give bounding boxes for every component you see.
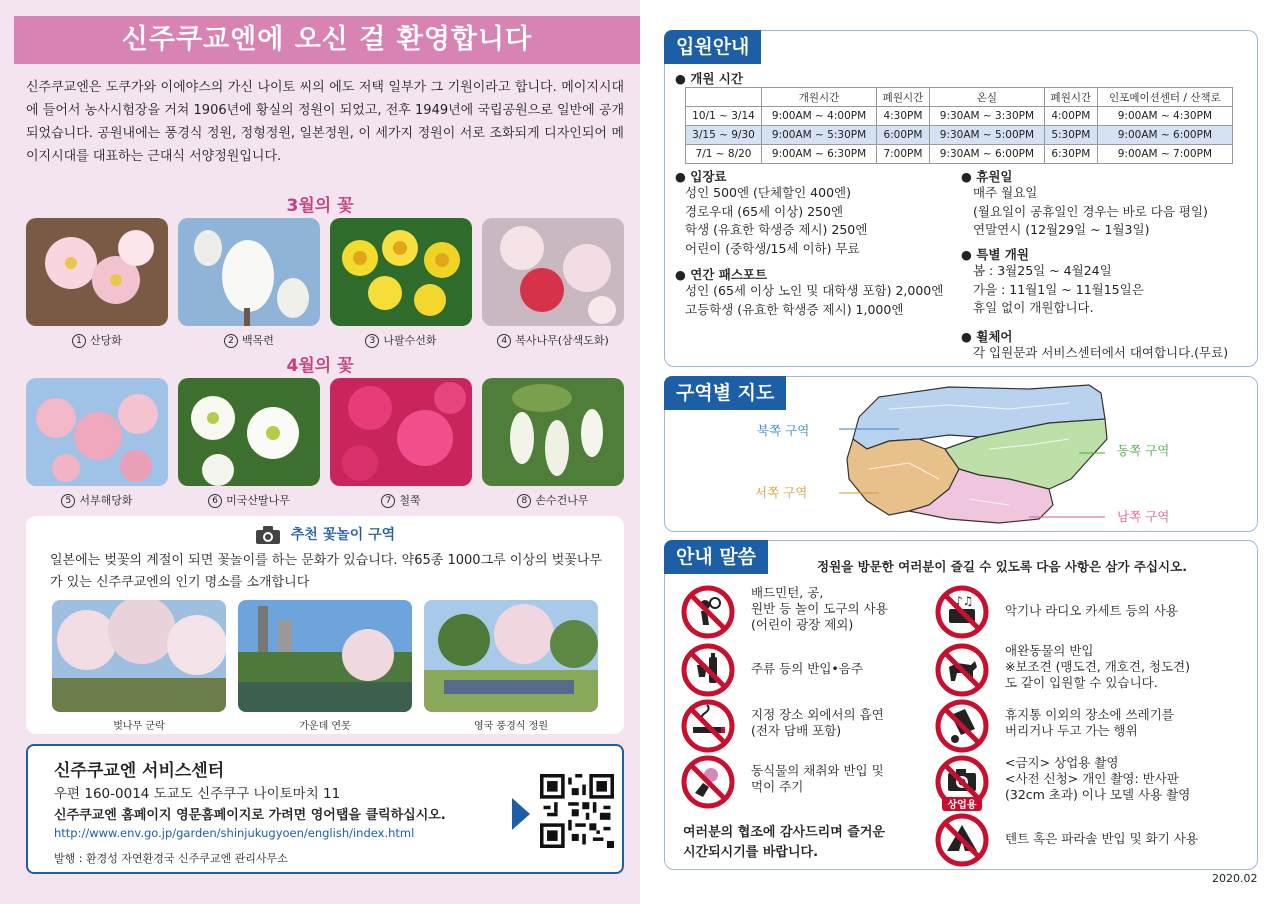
commercial-badge: 상업용 xyxy=(947,800,977,811)
flower-photo-azalea xyxy=(330,378,472,486)
rule-text: 동식물의 채취와 반입 및 xyxy=(751,763,884,778)
rule-text: 텐트 혹은 파라솔 반입 및 화기 사용 xyxy=(1005,831,1198,846)
no-smoking-icon xyxy=(681,699,735,753)
thanks-message xyxy=(683,823,885,863)
flower-label: 백목련 xyxy=(242,334,274,347)
rule-text: <금지> 상업용 촬영 xyxy=(1005,755,1119,770)
rule-text: 먹이 주기 xyxy=(751,779,804,794)
admission-tab: 입원안내 xyxy=(664,30,761,64)
hanami-title: 추천 꽃놀이 구역 xyxy=(290,527,396,543)
rule-text: 도 같이 입원할 수 있습니다. xyxy=(1005,675,1158,690)
rule-text: <사전 신청> 개인 촬영: 반사판 xyxy=(1005,771,1179,786)
admission-fee-list xyxy=(685,184,867,258)
hanami-spot xyxy=(52,600,226,732)
rule-item xyxy=(681,585,941,641)
rule-text: (어린이 광장 제외) xyxy=(751,617,854,632)
table-header: 인포메이션센터 / 산책로 xyxy=(1097,88,1232,107)
table-header: 개원시간 xyxy=(762,88,877,107)
spot-photo-cherry-grove xyxy=(52,600,226,712)
table-cell: 9:30AM ~ 6:00PM xyxy=(929,145,1044,164)
intro-text: 신주쿠교엔은 도쿠가와 이에야스의 가신 나이토 씨의 에도 저택 일부가 그 기원이라고 합니다. 메이지시대에 들어서 농사시험장을 거쳐 1906년에 황실의 정원이 되었고, 전후 1949년에 국립공원으로 일반에 공개되었습니다. 공원내에는 풍경식 정원, 정형정원, 일본정원, 이 세가지 정원이 서로 조화되게 디자인되어 메이지시대를 대표하는 근대식 서양정원입니다. xyxy=(26,80,624,164)
special-opening-heading: ● 특별 개원 xyxy=(961,247,1029,262)
fee-line: 학생 (유효한 학생증 제시) 250엔 xyxy=(685,222,868,237)
rule-text: 휴지통 이외의 장소에 쓰레기를 xyxy=(1005,707,1174,722)
thanks-line: 시간되시기를 바랍니다. xyxy=(683,845,819,860)
table-cell: 9:00AM ~ 4:30PM xyxy=(1097,107,1232,126)
flower-number: 6 xyxy=(208,494,222,508)
flower-photo-daffodil xyxy=(330,218,472,326)
flower-card xyxy=(178,378,320,508)
north-zone-label: 북쪽 구역 xyxy=(757,423,810,438)
hanami-box xyxy=(26,516,624,734)
no-commercial-photo-icon xyxy=(935,755,989,813)
table-cell: 7/1 ~ 8/20 xyxy=(686,145,762,164)
no-music-icon xyxy=(935,585,989,639)
west-zone-label: 서쪽 구역 xyxy=(755,485,808,500)
service-center-box xyxy=(26,744,624,874)
flower-card xyxy=(330,218,472,348)
flower-photo-crabapple xyxy=(26,378,168,486)
flower-photo-quince xyxy=(26,218,168,326)
spot-photo-english-garden xyxy=(424,600,598,712)
rule-item xyxy=(681,755,941,811)
rule-text: 원반 등 놀이 도구의 사용 xyxy=(751,601,888,616)
garden-map xyxy=(749,379,1169,529)
rule-item xyxy=(935,699,1235,755)
fee-line: 어린이 (중학생/15세 이하) 무료 xyxy=(685,240,860,256)
table-cell: 9:30AM ~ 3:30PM xyxy=(929,107,1044,126)
special-line: 휴일 없이 개원합니다. xyxy=(973,300,1094,315)
notice-subtitle: 정원을 방문한 여러분이 즐길 수 있도록 다음 사항은 삼가 주십시오. xyxy=(817,559,1187,574)
opening-hours-table xyxy=(685,87,1233,164)
table-cell: 9:00AM ~ 6:00PM xyxy=(1097,126,1232,145)
flower-label: 나팔수선화 xyxy=(383,334,437,347)
rule-item xyxy=(935,813,1235,869)
arrow-right-icon xyxy=(512,798,530,830)
flower-card xyxy=(26,218,168,348)
opening-hours-heading: ● 개원 시간 xyxy=(675,71,743,86)
special-line: 가을 : 11월1일 ~ 11월15일은 xyxy=(973,281,1144,297)
rule-item xyxy=(681,643,941,699)
rule-text: 지정 장소 외에서의 흡연 xyxy=(751,707,884,722)
table-row xyxy=(686,145,1233,164)
no-pets-icon xyxy=(935,643,989,697)
zone-map-panel xyxy=(664,376,1258,532)
notice-panel xyxy=(664,540,1258,870)
svg-text:♪♫: ♪♫ xyxy=(955,594,974,608)
flower-number: 5 xyxy=(61,494,75,508)
no-alcohol-icon xyxy=(681,643,735,697)
flower-card xyxy=(178,218,320,348)
rule-text: ※보조견 (맹도견, 개호견, 청도견) xyxy=(1005,659,1190,674)
rule-text: 악기나 라디오 카세트 등의 사용 xyxy=(1005,603,1178,618)
table-row xyxy=(686,126,1233,145)
flower-photo-dogwood xyxy=(178,378,320,486)
spot-label: 가운데 연못 xyxy=(299,721,351,732)
thanks-line: 여러분의 협조에 감사드리며 즐거운 xyxy=(683,825,885,840)
table-header-row xyxy=(686,88,1233,107)
publisher-text: 발행 : 환경성 자연환경국 신주쿠교엔 관리사무소 xyxy=(54,852,288,865)
table-header: 폐원시간 xyxy=(877,88,930,107)
admission-panel xyxy=(664,30,1258,367)
east-zone-label: 동쪽 구역 xyxy=(1117,443,1170,458)
table-cell: 4:00PM xyxy=(1044,107,1097,126)
flower-number: 2 xyxy=(224,334,238,348)
no-littering-icon xyxy=(935,699,989,753)
flower-photo-dove-tree xyxy=(482,378,624,486)
table-cell: 3/15 ~ 9/30 xyxy=(686,126,762,145)
notice-tab: 안내 말씀 xyxy=(664,540,768,574)
pass-line: 고등학생 (유효한 학생증 제시) 1,000엔 xyxy=(685,301,904,317)
spot-photo-central-pond xyxy=(238,600,412,712)
rule-text: 배드민턴, 공, xyxy=(751,585,824,600)
table-cell: 7:00PM xyxy=(877,145,930,164)
annual-pass-heading: ● 연간 패스포트 xyxy=(675,267,768,282)
table-cell: 4:30PM xyxy=(877,107,930,126)
rule-item xyxy=(935,643,1235,699)
special-opening-list xyxy=(973,262,1144,318)
rule-text: (32cm 초과) 이나 모델 사용 촬영 xyxy=(1005,787,1191,802)
flower-number: 1 xyxy=(72,334,86,348)
table-cell: 9:00AM ~ 5:30PM xyxy=(762,126,877,145)
flower-number: 4 xyxy=(497,334,511,348)
flower-label: 철쭉 xyxy=(399,494,421,507)
flower-label: 서부해당화 xyxy=(79,494,133,507)
pass-line: 성인 (65세 이상 노인 및 대학생 포함) 2,000엔 xyxy=(685,283,944,298)
flower-number: 8 xyxy=(517,494,531,508)
rule-text: 버리거나 두고 가는 행위 xyxy=(1005,723,1138,738)
table-cell: 9:00AM ~ 4:00PM xyxy=(762,107,877,126)
qr-code-icon[interactable] xyxy=(540,774,614,848)
table-cell: 6:30PM xyxy=(1044,145,1097,164)
closed-days-list xyxy=(973,184,1208,240)
zone-map-tab: 구역별 지도 xyxy=(664,376,786,410)
fee-line: 성인 500엔 (단체할인 400엔) xyxy=(685,185,851,200)
hanami-spot xyxy=(424,600,598,732)
homepage-url-link[interactable]: http://www.env.go.jp/garden/shinjukugyoen/english/index.html xyxy=(54,826,415,840)
wheelchair-text: 각 입원문과 서비스센터에서 대여합니다.(무료) xyxy=(973,345,1229,360)
closed-line: 매주 월요일 xyxy=(973,185,1038,200)
flower-label: 미국산딸나무 xyxy=(226,494,290,507)
fee-line: 경로우대 (65세 이상) 250엔 xyxy=(685,203,844,219)
table-header: 온실 xyxy=(929,88,1044,107)
closed-line: (월요일이 공휴일인 경우는 바로 다음 평일) xyxy=(973,203,1208,219)
spot-label: 영국 풍경식 정원 xyxy=(474,721,548,732)
no-tents-icon xyxy=(935,813,989,867)
rule-text: 주류 등의 반입•음주 xyxy=(751,661,863,676)
rule-item xyxy=(935,585,1235,641)
service-center-title: 신주쿠교엔 서비스센터 xyxy=(54,761,225,781)
special-line: 봄 : 3월25일 ~ 4월24일 xyxy=(973,263,1112,278)
flower-label: 손수건나무 xyxy=(535,494,589,507)
flower-label: 복사나무(삼색도화) xyxy=(515,334,609,347)
hanami-spot xyxy=(238,600,412,732)
flower-card xyxy=(26,378,168,508)
table-header: 폐원시간 xyxy=(1044,88,1097,107)
flower-photo-magnolia xyxy=(178,218,320,326)
camera-icon xyxy=(255,525,281,545)
table-cell: 9:30AM ~ 5:00PM xyxy=(929,126,1044,145)
no-ball-games-icon xyxy=(681,585,735,639)
spot-label: 벚나무 군락 xyxy=(113,721,165,732)
annual-pass-list xyxy=(685,282,943,319)
homepage-note: 신주쿠교엔 홈페이지 영문홈페이지로 가려면 영어탭을 클릭하십시오. xyxy=(54,808,446,823)
table-cell: 5:30PM xyxy=(1044,126,1097,145)
flower-card xyxy=(330,378,472,508)
rule-item xyxy=(935,755,1235,815)
south-zone-label: 남쪽 구역 xyxy=(1117,509,1170,524)
welcome-title: 신주쿠교엔에 오신 걸 환영합니다 xyxy=(14,16,640,64)
admission-fee-heading: ● 입장료 xyxy=(675,169,727,184)
flower-card xyxy=(482,218,624,348)
table-cell: 6:00PM xyxy=(877,126,930,145)
flower-number: 7 xyxy=(381,494,395,508)
hanami-text: 일본에는 벚꽃의 계절이 되면 꽃놀이를 하는 문화가 있습니다. 약65종 1000그루 이상의 벚꽃나무가 있는 신주쿠교엔의 인기 명소를 소개합니다 xyxy=(50,553,602,590)
flower-number: 3 xyxy=(365,334,379,348)
rule-text: 애완동물의 반입 xyxy=(1005,643,1094,658)
closed-line: 연말연시 (12월29일 ~ 1월3일) xyxy=(973,222,1150,237)
wheelchair-heading: ● 휠체어 xyxy=(961,329,1013,344)
table-row xyxy=(686,107,1233,126)
table-cell: 9:00AM ~ 7:00PM xyxy=(1097,145,1232,164)
rule-item xyxy=(681,699,941,755)
table-header xyxy=(686,88,762,107)
march-flowers-title: 3월의 꽃 xyxy=(286,196,354,216)
rule-text: (전자 담배 포함) xyxy=(751,723,842,738)
service-center-address: 우편 160-0014 도교도 신주쿠구 나이토마치 11 xyxy=(54,786,341,802)
flower-card xyxy=(482,378,624,508)
flower-label: 산당화 xyxy=(90,334,122,347)
issue-date: 2020.02 xyxy=(1212,872,1258,885)
closed-days-heading: ● 휴원일 xyxy=(961,169,1013,184)
no-picking-icon xyxy=(681,755,735,809)
table-cell: 10/1 ~ 3/14 xyxy=(686,107,762,126)
april-flowers-title: 4월의 꽃 xyxy=(286,356,354,376)
table-cell: 9:00AM ~ 6:30PM xyxy=(762,145,877,164)
flower-photo-peach xyxy=(482,218,624,326)
